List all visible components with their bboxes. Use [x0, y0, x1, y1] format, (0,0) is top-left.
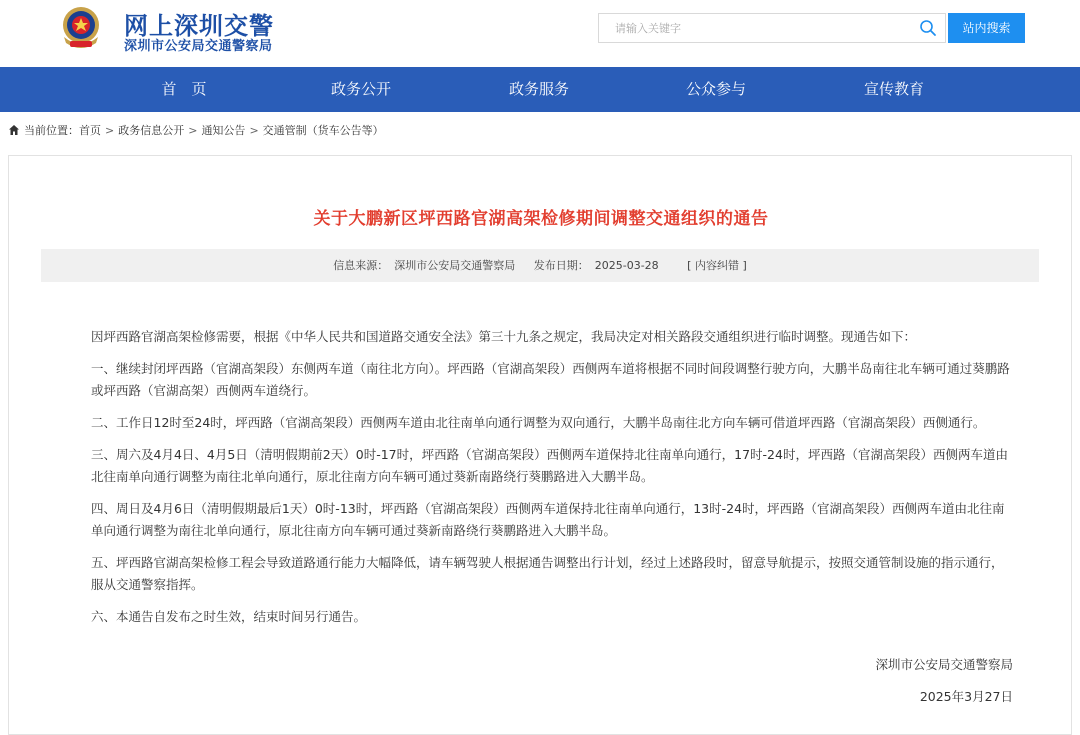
date-label: 发布日期： — [533, 259, 589, 272]
article-container — [8, 155, 1072, 735]
breadcrumb-separator: > — [105, 123, 115, 137]
nav-item-government-affairs[interactable]: 政务公开 — [330, 80, 391, 98]
site-search-button[interactable]: 站内搜索 — [948, 13, 1025, 43]
breadcrumb-item-info-disclosure[interactable]: 政务信息公开 — [118, 124, 185, 137]
main-nav — [0, 67, 1080, 112]
search-icon[interactable] — [919, 19, 937, 37]
breadcrumb-separator: > — [188, 123, 198, 137]
article-paragraph: 六、本通告自发布之时生效，结束时间另行通告。 — [91, 609, 367, 624]
breadcrumb-item-notices[interactable]: 通知公告 — [201, 124, 246, 137]
article-paragraph: 三、周六及4月4日、4月5日（清明假期前2天）0时-17时，坪西路（官湖高架段）西侧两车道保持北往南单向通行，17时-24时，坪西路（官湖高架段）西侧两车道由北往南单向通行调整为南往北单向通行，原北往南方向车辆可通过葵新南路绕行葵鹏路进入大鹏半岛。 — [91, 447, 1008, 484]
article-paragraph: 五、坪西路官湖高架检修工程会导致道路通行能力大幅降低，请车辆驾驶人根据通告调整出行计划，经过上述路段时，留意导航提示，按照交通管制设施的指示通行，服从交通警察指挥。 — [91, 555, 1004, 592]
breadcrumb-item-traffic-control[interactable]: 交通管制（货车公告等） — [262, 124, 384, 137]
article-paragraph: 二、工作日12时至24时，坪西路（官湖高架段）西侧两车道由北往南单向通行调整为双向通行，大鹏半岛南往北方向车辆可借道坪西路（官湖高架段）西侧通行。 — [91, 415, 986, 430]
article-paragraph: 一、继续封闭坪西路（官湖高架段）东侧两车道（南往北方向）。坪西路（官湖高架段）西侧两车道将根据不同时间段调整行驶方向，大鹏半岛南往北车辆可通过葵鹏路或坪西路（官湖高架）西侧两车道绕行。 — [91, 361, 1010, 398]
article-signature: 深圳市公安局交通警察局 — [875, 657, 1013, 672]
site-header — [0, 0, 1080, 66]
nav-item-public-participation[interactable]: 公众参与 — [685, 80, 746, 98]
search-input[interactable] — [599, 14, 909, 42]
home-icon — [8, 124, 20, 136]
source-value: 深圳市公安局交通警察局 — [394, 259, 516, 272]
content-correction-link[interactable]: [ 内容纠错 ] — [687, 259, 747, 272]
publish-date: 2025-03-28 — [594, 259, 659, 272]
site-title[interactable]: 网上深圳交警 — [124, 12, 274, 40]
nav-item-home[interactable]: 首 页 — [161, 80, 207, 98]
breadcrumb-separator: > — [249, 123, 259, 137]
search-box — [598, 13, 946, 43]
site-subtitle: 深圳市公安局交通警察局 — [124, 39, 273, 54]
article-paragraph: 四、周日及4月6日（清明假期最后1天）0时-13时，坪西路（官湖高架段）西侧两车道保持北往南单向通行，13时-24时，坪西路（官湖高架段）西侧两车道由北往南单向通行调整为南往北单向通行，原北往南方向车辆可通过葵新南路绕行葵鹏路进入大鹏半岛。 — [91, 501, 1005, 538]
article-paragraph: 因坪西路官湖高架检修需要，根据《中华人民共和国道路交通安全法》第三十九条之规定，我局决定对相关路段交通组织进行临时调整。现通告如下： — [91, 329, 917, 344]
article-sign-date: 2025年3月27日 — [919, 689, 1013, 704]
article-body — [91, 326, 1011, 638]
article-title: 关于大鹏新区坪西路官湖高架检修期间调整交通组织的通告 — [313, 209, 769, 229]
nav-item-publicity-education[interactable]: 宣传教育 — [863, 80, 924, 98]
nav-item-government-services[interactable]: 政务服务 — [508, 80, 569, 98]
article-meta-bar — [41, 249, 1039, 282]
source-label: 信息来源： — [333, 259, 389, 272]
breadcrumb-prefix: 当前位置： — [24, 124, 79, 137]
breadcrumb — [8, 122, 384, 138]
breadcrumb-item-home[interactable]: 首页 — [79, 124, 101, 137]
police-emblem-icon[interactable] — [56, 3, 106, 53]
